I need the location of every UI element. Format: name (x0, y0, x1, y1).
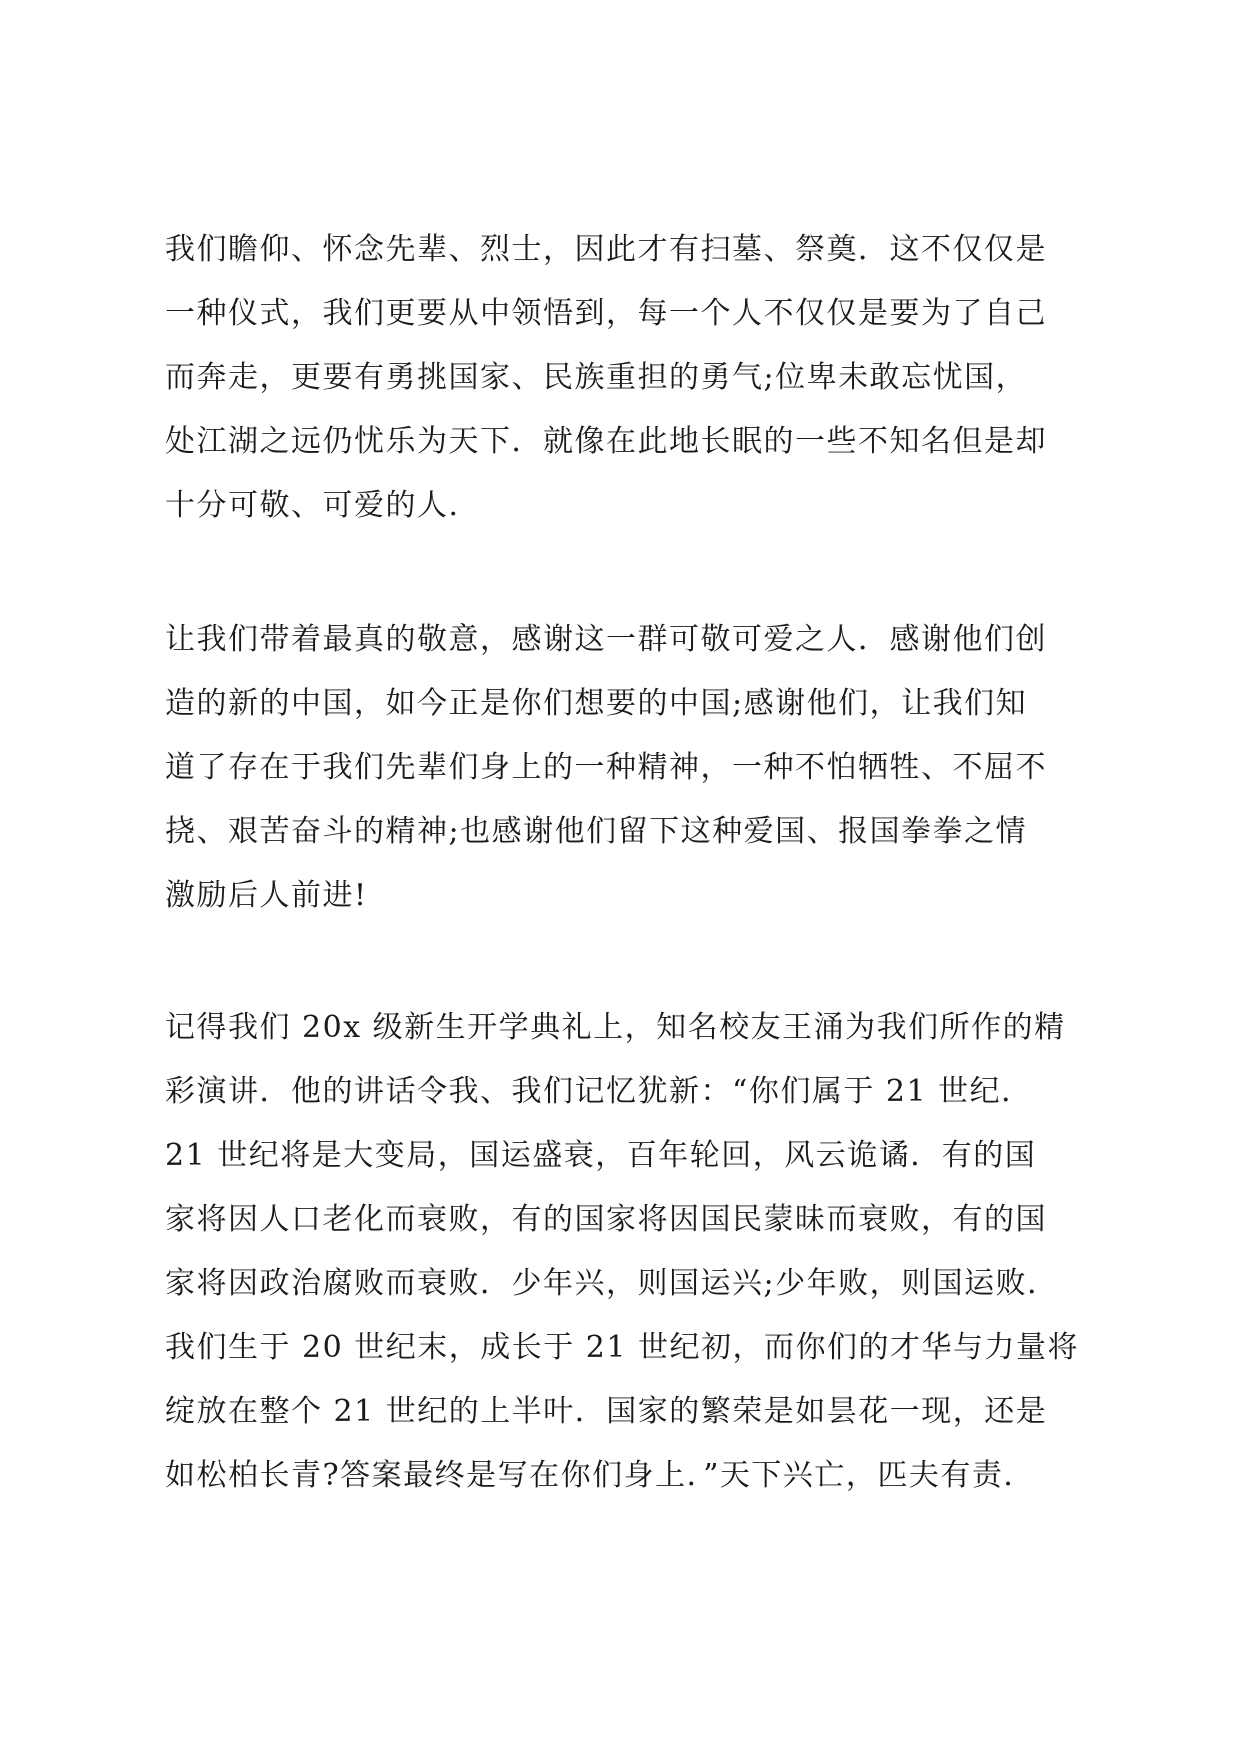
text-line: 让我们带着最真的敬意，感谢这一群可敬可爱之人．感谢他们创 (165, 622, 1047, 657)
text-line: 彩演讲．他的讲话令我、我们记忆犹新：“你们属于 21 世纪． (165, 1074, 1033, 1109)
paragraph-1 (165, 218, 1085, 538)
paragraph-2 (165, 608, 1085, 928)
text-line: 十分可敬、可爱的人. (165, 488, 460, 523)
paragraph-3 (165, 996, 1085, 1508)
text-line: 绽放在整个 21 世纪的上半叶．国家的繁荣是如昙花一现，还是 (165, 1394, 1048, 1429)
text-line: 我们生于 20 世纪末，成长于 21 世纪初，而你们的才华与力量将 (165, 1330, 1079, 1365)
text-line: 21 世纪将是大变局，国运盛衰，百年轮回，风云诡谲．有的国 (165, 1138, 1037, 1173)
text-line: 而奔走，更要有勇挑国家、民族重担的勇气;位卑未敢忘忧国， (165, 360, 1028, 395)
text-line: 家将因政治腐败而衰败．少年兴，则国运兴;少年败，则国运败． (165, 1266, 1059, 1301)
text-line: 道了存在于我们先辈们身上的一种精神，一种不怕牺牲、不屈不 (165, 750, 1047, 785)
text-line: 激励后人前进! (165, 878, 368, 913)
text-line: 一种仪式，我们更要从中领悟到，每一个人不仅仅是要为了自己 (165, 296, 1047, 331)
text-line: 造的新的中国，如今正是你们想要的中国;感谢他们，让我们知 (165, 686, 1028, 721)
text-line: 处江湖之远仍忧乐为天下．就像在此地长眠的一些不知名但是却 (165, 424, 1047, 459)
text-line: 我们瞻仰、怀念先辈、烈士，因此才有扫墓、祭奠．这不仅仅是 (165, 232, 1047, 267)
text-line: 挠、艰苦奋斗的精神;也感谢他们留下这种爱国、报国拳拳之情 (165, 814, 1028, 849)
text-line: 如松柏长青?答案最终是写在你们身上．”天下兴亡，匹夫有责． (165, 1458, 1035, 1493)
text-line: 家将因人口老化而衰败，有的国家将因国民蒙昧而衰败，有的国 (165, 1202, 1047, 1237)
text-line: 记得我们 20x 级新生开学典礼上，知名校友王涌为我们所作的精 (165, 1010, 1066, 1045)
